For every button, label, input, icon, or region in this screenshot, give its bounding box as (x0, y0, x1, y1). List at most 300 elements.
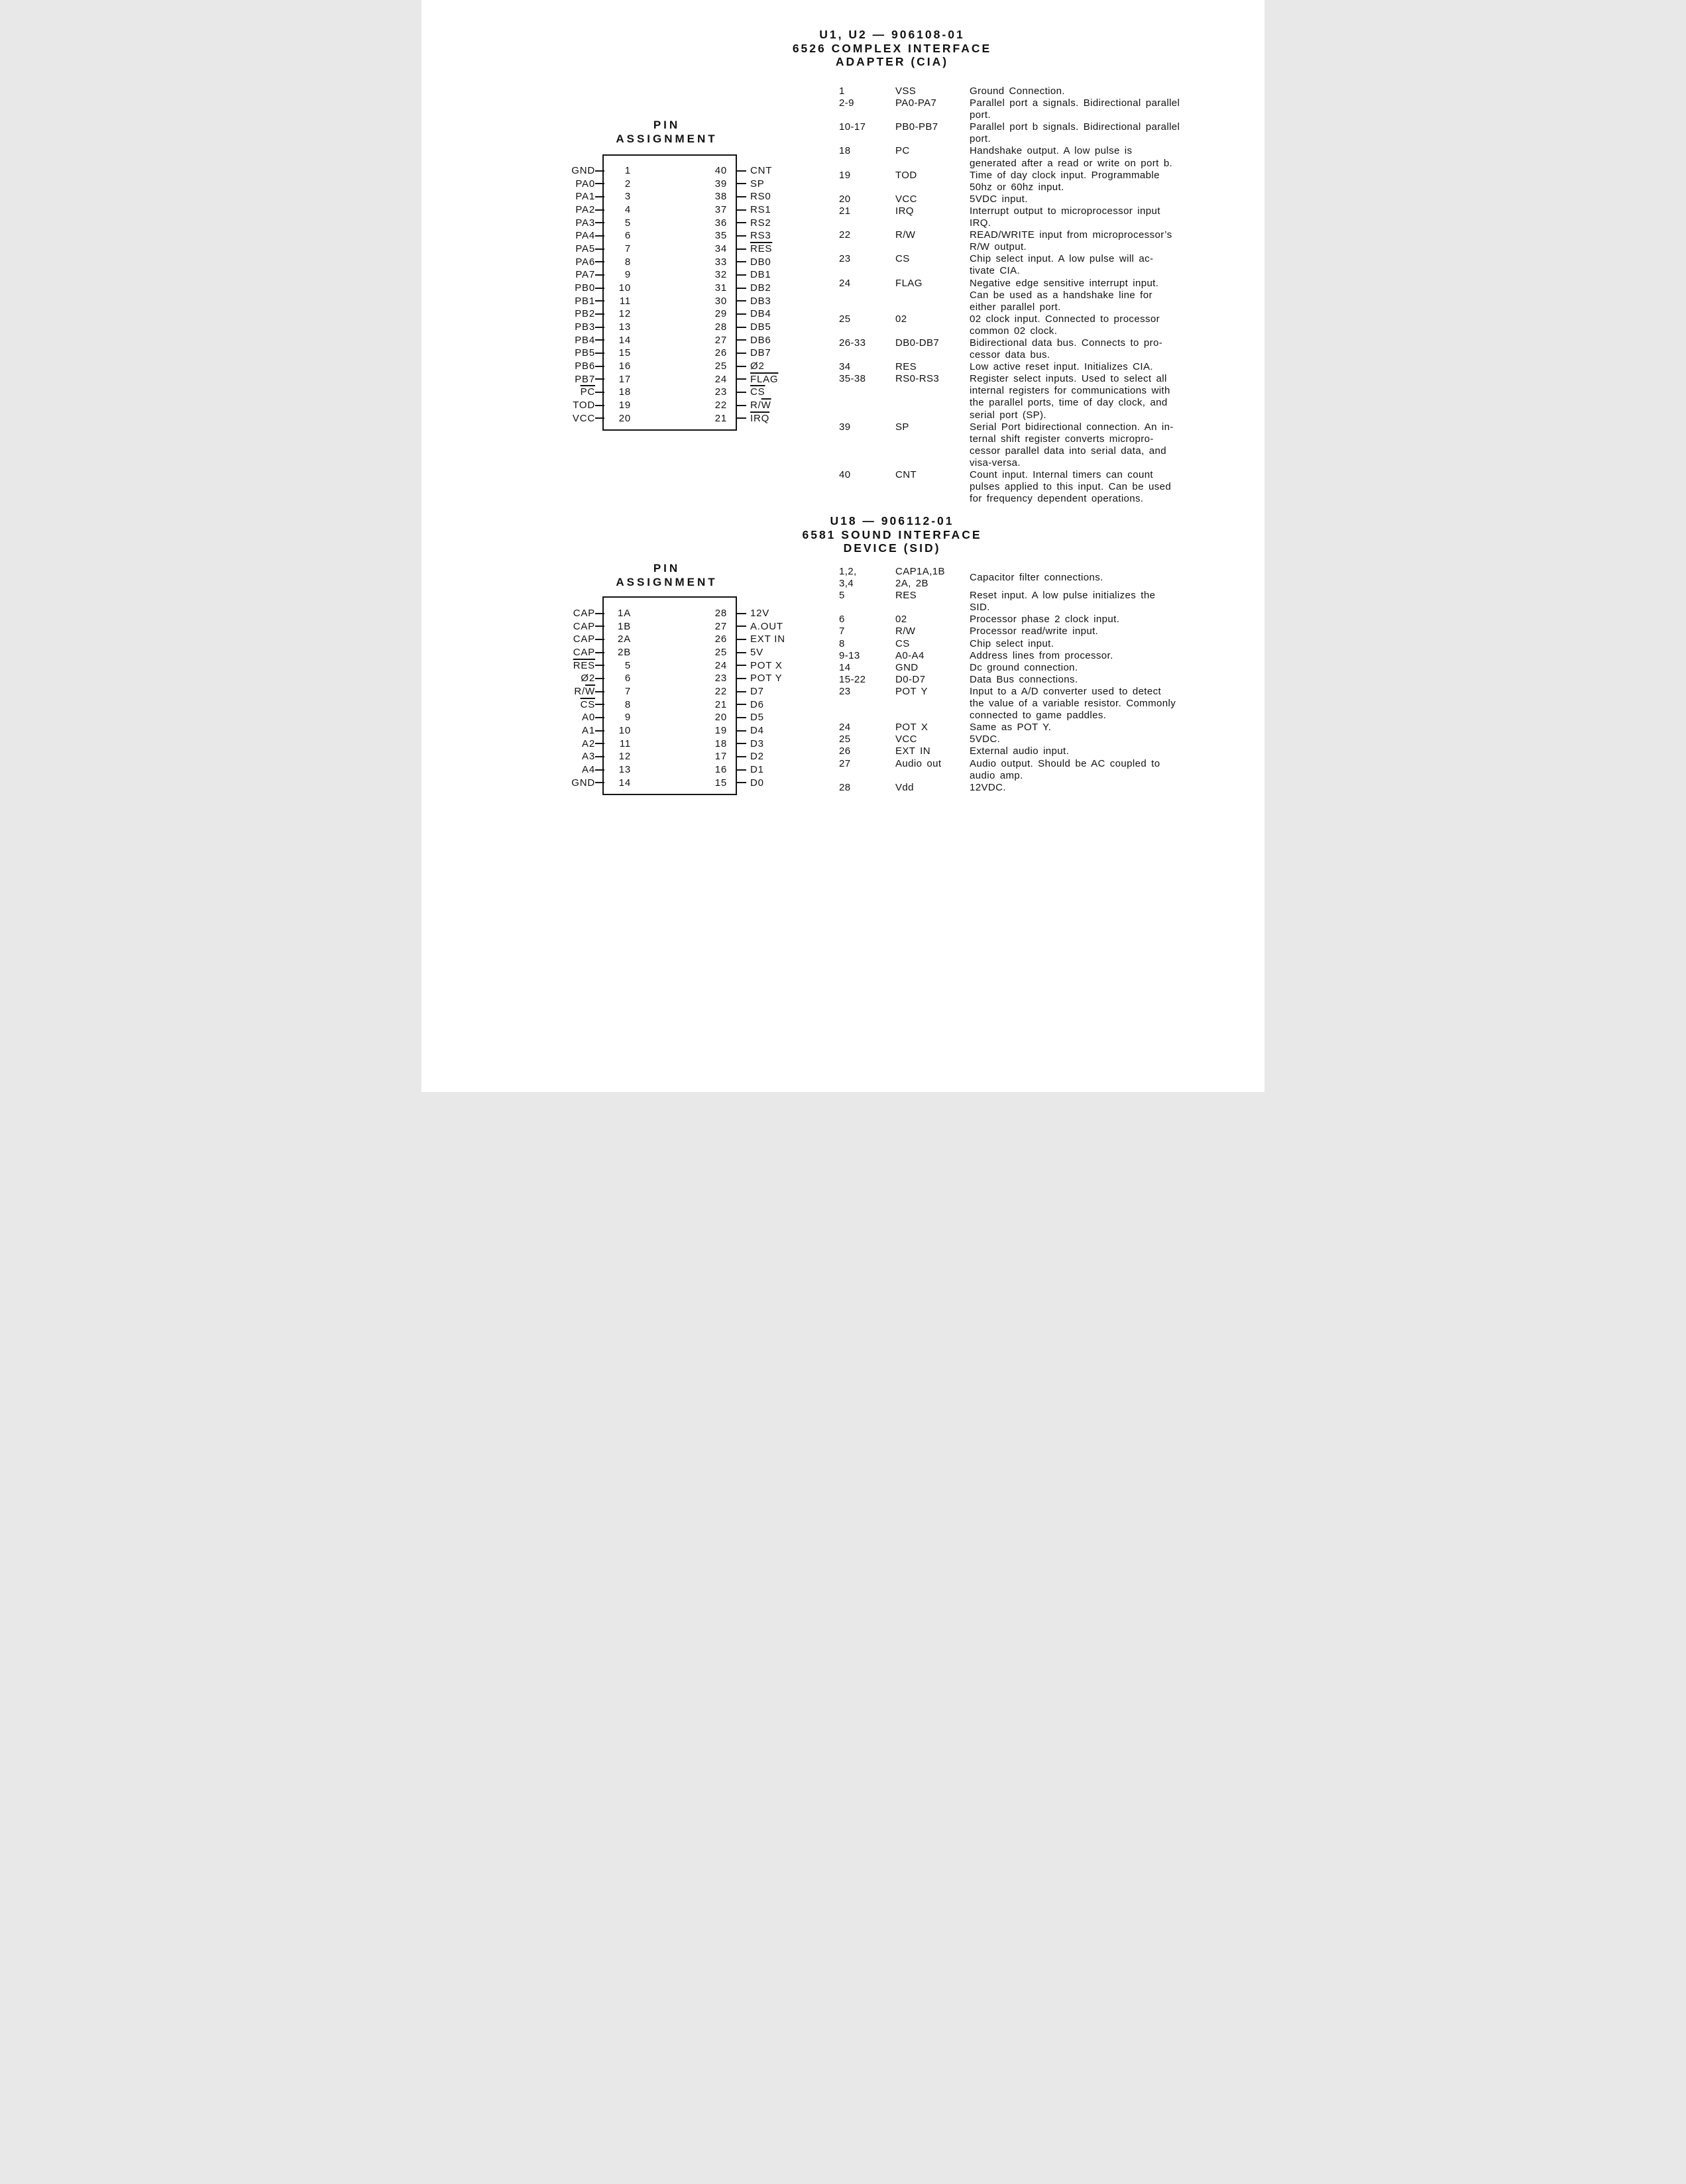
pin-description: 5VDC input. (970, 193, 1028, 205)
pin-label-text: PA5 (575, 243, 595, 255)
pin-label-overline-text: $\overline{CS}$ (750, 386, 765, 398)
pin-label-text: PA1 (575, 191, 595, 203)
pin-label-text: POT Y (750, 673, 783, 684)
pin-table-row (839, 97, 1246, 121)
pin-row (422, 243, 631, 256)
pin-numbers: 20 (839, 193, 851, 205)
pin-number: 30 (714, 295, 727, 307)
pin-numbers: 18 (839, 145, 851, 157)
pin-label (750, 321, 771, 333)
pin-label-text: CAP (573, 633, 595, 645)
pin-row (422, 633, 631, 646)
pin-label (750, 777, 764, 789)
pin-number: 15 (714, 777, 727, 789)
pin-label-text: A3 (582, 751, 595, 763)
pin-connector-line (737, 652, 746, 653)
pin-label-text: DB4 (750, 308, 771, 320)
pin-label (422, 608, 595, 619)
pin-label-text: D0 (750, 777, 764, 789)
pin-label (750, 751, 764, 762)
pin-number: 31 (714, 282, 727, 294)
pin-label (422, 321, 595, 333)
pin-table-row (839, 278, 1246, 313)
pin-label-text: DB6 (750, 334, 771, 346)
pin-table-row (839, 373, 1246, 421)
pin-number: 17 (714, 751, 727, 763)
pin-name: A0-A4 (895, 649, 925, 661)
pin-connector-line (737, 183, 746, 184)
pin-numbers: 2-9 (839, 97, 854, 109)
pin-label-text: DB0 (750, 256, 771, 268)
pin-label-text: D5 (750, 712, 764, 724)
cia-title-line3: ADAPTER (CIA) (835, 55, 949, 69)
pin-connector-line (595, 339, 604, 341)
pin-label-text: D6 (750, 698, 764, 710)
pin-label-text: RS0 (750, 191, 771, 203)
pin-numbers: 28 (839, 781, 851, 793)
pin-label-text: PA7 (575, 269, 595, 281)
pin-name: FLAG (895, 277, 923, 289)
pin-numbers: 25 (839, 313, 851, 325)
sid-left-pins (422, 607, 631, 789)
pin-label (422, 256, 595, 268)
pin-name: PC (895, 145, 910, 157)
pin-label (750, 413, 769, 424)
pin-label (750, 386, 765, 398)
pin-connector-line (737, 392, 746, 393)
pin-label (750, 191, 771, 202)
pin-number: 18 (618, 386, 631, 398)
pin-row (422, 229, 631, 243)
manual-page (422, 0, 1264, 1092)
pin-label-text: DB1 (750, 269, 771, 281)
pin-name: VCC (895, 193, 917, 205)
pin-label-text: DB3 (750, 295, 771, 307)
pin-number: 7 (624, 686, 631, 698)
pin-connector-line (595, 613, 604, 614)
pin-connector-line (595, 730, 604, 732)
pin-row (422, 750, 631, 763)
cia-left-pins (422, 164, 631, 425)
pin-label-text: PB5 (575, 347, 595, 359)
pin-name: RES (895, 590, 917, 602)
pin-label-text: TOD (573, 400, 595, 411)
pin-label-text: PB0 (575, 282, 595, 294)
sid-section-title (660, 514, 1124, 555)
pin-description: Serial Port bidirectional connection. An in- ternal shift register converts micropro- cessor parallel data into serial data, and visa-versa. (970, 421, 1174, 468)
pin-connector-line (595, 639, 604, 640)
pin-numbers: 27 (839, 757, 851, 769)
pin-label-text: PB3 (575, 321, 595, 333)
pin-row (422, 776, 631, 789)
pin-number: 24 (714, 659, 727, 671)
pin-description: 12VDC. (970, 781, 1006, 793)
pin-label-text: EXT IN (750, 633, 785, 645)
pin-number: 14 (618, 334, 631, 346)
pin-label (750, 400, 771, 411)
pin-description: Parallel port b signals. Bidirectional parallel port. (970, 121, 1180, 145)
pin-connector-line (737, 691, 746, 692)
pin-label (750, 374, 778, 385)
pin-number: 34 (714, 243, 727, 255)
pin-connector-line (595, 678, 604, 679)
sid-title-line3: DEVICE (SID) (843, 541, 941, 555)
pin-number: 16 (618, 360, 631, 372)
pin-numbers: 15-22 (839, 673, 866, 685)
pin-table-row (839, 421, 1246, 469)
pin-connector-line (595, 235, 604, 237)
pin-number: 35 (714, 230, 727, 242)
pin-label (422, 725, 595, 736)
pin-number: 9 (624, 269, 631, 281)
pin-number: 21 (714, 698, 727, 710)
pin-number: 5 (624, 217, 631, 229)
pin-label (422, 712, 595, 723)
pin-label-text: RS2 (750, 217, 771, 229)
pin-number: 23 (714, 673, 727, 684)
pin-description: Time of day clock input. Programmable 50hz or 60hz input. (970, 169, 1160, 193)
cia-pin-description-table (839, 85, 1246, 505)
pin-connector-line (737, 665, 746, 666)
pin-number: 21 (714, 412, 727, 424)
pin-connector-line (737, 327, 746, 328)
pin-row (422, 307, 631, 321)
pin-connector-line (595, 261, 604, 262)
pin-label-text: PA6 (575, 256, 595, 268)
pin-label (422, 413, 595, 424)
pin-numbers: 23 (839, 685, 851, 697)
pin-label (422, 308, 595, 319)
pin-label (422, 738, 595, 749)
pin-connector-line (737, 248, 746, 250)
pin-label (422, 269, 595, 280)
pin-connector-line (737, 756, 746, 757)
pin-table-row (839, 337, 1246, 361)
pin-description: Reset input. A low pulse initializes the SID. (970, 590, 1156, 614)
pin-label-text: PA0 (575, 178, 595, 190)
cia-pin-assignment-heading (587, 119, 746, 146)
pin-label (422, 686, 595, 697)
pin-label-text: GND (571, 777, 595, 789)
pin-name: CS (895, 637, 910, 649)
pin-row (422, 724, 631, 737)
pin-label-overline-text: $\overline{CS}$ (580, 698, 595, 710)
pin-table-row (839, 734, 1246, 745)
pin-numbers: 8 (839, 637, 845, 649)
pin-connector-line (737, 261, 746, 262)
pin-connector-line (595, 665, 604, 666)
pin-row (422, 190, 631, 203)
pin-label (750, 256, 771, 268)
pin-name: R/W (895, 229, 916, 241)
pin-number: 28 (714, 321, 727, 333)
pin-label-text: RS1 (750, 204, 771, 216)
pin-table-row (839, 229, 1246, 253)
pin-table-row (839, 722, 1246, 734)
pin-row (422, 360, 631, 373)
pin-connector-line (595, 652, 604, 653)
pin-table-row (839, 85, 1246, 97)
pin-numbers: 14 (839, 661, 851, 673)
pin-name: CNT (895, 469, 917, 480)
pin-label (422, 230, 595, 241)
pin-connector-line (595, 704, 604, 705)
pin-number: 26 (714, 347, 727, 359)
pin-connector-line (737, 196, 746, 197)
pin-description: 5VDC. (970, 734, 1001, 745)
pin-connector-line (737, 743, 746, 744)
pin-label (750, 738, 764, 749)
pin-label (422, 178, 595, 190)
pin-connector-line (595, 378, 604, 380)
pin-label (422, 360, 595, 372)
pin-number: 1B (618, 620, 631, 632)
pin-name: VSS (895, 85, 917, 97)
pin-label (422, 243, 595, 254)
sid-pin-assignment-heading (587, 562, 746, 589)
pin-table-row (839, 662, 1246, 674)
pin-label-text: CAP (573, 647, 595, 659)
pin-label (422, 621, 595, 632)
pin-label-text: PB2 (575, 308, 595, 320)
pin-name: Vdd (895, 781, 914, 793)
pin-label (422, 347, 595, 358)
pin-numbers: 10-17 (839, 121, 866, 133)
pin-description: Processor read/write input. (970, 626, 1099, 637)
pin-label-text: DB7 (750, 347, 771, 359)
pin-table-row (839, 614, 1246, 626)
pin-number: 25 (714, 360, 727, 372)
pin-connector-line (595, 353, 604, 354)
pin-label (422, 660, 595, 671)
pin-connector-line (737, 769, 746, 771)
pin-number: 15 (618, 347, 631, 359)
pin-connector-line (737, 717, 746, 718)
pin-label (422, 764, 595, 775)
pin-numbers: 9-13 (839, 649, 860, 661)
pin-numbers: 7 (839, 626, 845, 637)
pin-name: CS (895, 253, 910, 265)
sid-pin-description-table (839, 566, 1246, 794)
pin-number: 25 (714, 647, 727, 659)
pin-table-row (839, 638, 1246, 650)
pin-description: Handshake output. A low pulse is generated after a read or write on port b. (970, 145, 1173, 169)
pin-label-text: PB7 (575, 373, 595, 385)
pin-label-text: A0 (582, 712, 595, 724)
pin-name: D0-D7 (895, 673, 926, 685)
pin-numbers: 24 (839, 277, 851, 289)
pin-row (422, 685, 631, 698)
pin-number: 11 (619, 737, 631, 749)
pin-numbers: 39 (839, 421, 851, 433)
pin-connector-line (737, 626, 746, 627)
pin-number: 7 (624, 243, 631, 255)
pin-name: 02 (895, 614, 907, 626)
pin-connector-line (595, 392, 604, 393)
pin-description: Bidirectional data bus. Connects to pro- cessor data bus. (970, 337, 1163, 361)
pin-description: Capacitor filter connections. (970, 572, 1103, 584)
pin-label-overline-text: FLAG (750, 373, 779, 385)
pin-connector-line (595, 717, 604, 718)
pin-label-text: PB1 (575, 295, 595, 307)
pin-label (422, 374, 595, 385)
pin-row (422, 321, 631, 334)
pin-label-text: POT X (750, 659, 783, 671)
pin-numbers: 26 (839, 745, 851, 757)
pin-table-row (839, 674, 1246, 686)
pin-connector-line (595, 209, 604, 211)
pin-table-row (839, 170, 1246, 193)
pin-number: 6 (624, 673, 631, 684)
pin-table-row (839, 745, 1246, 757)
pin-number: 4 (624, 204, 631, 216)
pin-number: 10 (618, 725, 631, 737)
pin-number: 27 (714, 334, 727, 346)
pin-label (750, 764, 764, 775)
pin-number: 29 (714, 308, 727, 320)
pin-label (750, 673, 782, 684)
sid-title-line1: U18 — 906112-01 (830, 514, 954, 527)
pin-table-row (839, 253, 1246, 277)
pin-label-text: GND (571, 165, 595, 177)
pin-label (750, 178, 765, 190)
pin-connector-line (737, 366, 746, 367)
pin-row (422, 177, 631, 190)
pin-numbers: 19 (839, 169, 851, 181)
pin-label-overline-text: $\overline{W}$ (761, 400, 771, 411)
pin-number: 28 (714, 608, 727, 620)
pin-label-text: CAP (573, 620, 595, 632)
pin-label-text: A2 (582, 737, 595, 749)
pin-label (750, 347, 771, 358)
pin-table-row (839, 782, 1246, 794)
pin-label (422, 777, 595, 789)
pin-number: 39 (714, 178, 727, 190)
pin-number: 22 (714, 400, 727, 411)
pin-label-text: VCC (572, 412, 595, 424)
pin-label (750, 725, 764, 736)
pin-number: 8 (624, 698, 631, 710)
pin-label-text: PA4 (575, 230, 595, 242)
pin-connector-line (737, 782, 746, 783)
pin-connector-line (595, 691, 604, 692)
pin-description: Register select inputs. Used to select all internal registers for communications with the parallel ports, time of day clock, and serial port (SP). (970, 373, 1170, 421)
pin-table-row (839, 469, 1246, 505)
pin-label (422, 217, 595, 229)
pin-description: Chip select input. A low pulse will ac- tivate CIA. (970, 253, 1154, 277)
pin-label-text: DB5 (750, 321, 771, 333)
pin-connector-line (595, 313, 604, 315)
pin-connector-line (737, 274, 746, 276)
cia-pin-heading-line2: ASSIGNMENT (616, 132, 718, 145)
pin-name: Audio out (895, 757, 942, 769)
pin-name: GND (895, 661, 919, 673)
pin-numbers: 23 (839, 253, 851, 265)
pin-numbers: 21 (839, 205, 851, 217)
pin-row (422, 386, 631, 399)
pin-label-text: PA2 (575, 204, 595, 216)
pin-label-text: CNT (750, 165, 773, 177)
pin-numbers: 6 (839, 614, 845, 626)
pin-label-text: SP (750, 178, 765, 190)
pin-number: 13 (618, 321, 631, 333)
pin-label-text: R/ (574, 686, 586, 698)
sid-title-line2: 6581 SOUND INTERFACE (802, 527, 982, 541)
pin-numbers: 26-33 (839, 337, 866, 349)
cia-pin-heading-line1: PIN (653, 119, 681, 131)
pin-description: Dc ground connection. (970, 661, 1078, 673)
sid-pin-heading-line1: PIN (653, 562, 681, 574)
pin-label (750, 335, 771, 346)
pin-connector-line (737, 288, 746, 289)
pin-label (422, 165, 595, 176)
pin-connector-line (737, 353, 746, 354)
pin-description: Parallel port a signals. Bidirectional parallel port. (970, 97, 1180, 121)
pin-label (750, 204, 771, 215)
pin-table-row (839, 686, 1246, 722)
pin-table-row (839, 193, 1246, 205)
pin-label-text: 5V (750, 647, 763, 659)
pin-numbers: 24 (839, 722, 851, 734)
pin-label-text: RS3 (750, 230, 771, 242)
pin-name: 02 (895, 313, 907, 325)
pin-name: PB0-PB7 (895, 121, 938, 133)
pin-row (422, 698, 631, 711)
pin-name: DB0-DB7 (895, 337, 940, 349)
pin-label-text: Ø2 (750, 360, 765, 372)
pin-row (422, 607, 631, 620)
pin-connector-line (737, 339, 746, 341)
pin-connector-line (595, 327, 604, 328)
pin-table-row (839, 361, 1246, 373)
pin-row (422, 255, 631, 268)
pin-name: EXT IN (895, 745, 930, 757)
pin-description: Low active reset input. Initializes CIA. (970, 361, 1153, 373)
pin-number: 19 (618, 400, 631, 411)
pin-number: 38 (714, 191, 727, 203)
pin-label (750, 660, 783, 671)
pin-numbers: 22 (839, 229, 851, 241)
pin-label-text: A4 (582, 764, 595, 776)
pin-label-overline-text: $\overline{PC}$ (580, 386, 595, 398)
cia-section-title (660, 28, 1124, 69)
pin-connector-line (595, 288, 604, 289)
pin-number: 2B (618, 647, 631, 659)
pin-label (750, 608, 769, 619)
pin-row (422, 203, 631, 217)
pin-connector-line (595, 405, 604, 406)
pin-label-text: DB2 (750, 282, 771, 294)
pin-numbers: 34 (839, 361, 851, 373)
pin-connector-line (737, 704, 746, 705)
sid-pin-heading-line2: ASSIGNMENT (616, 575, 718, 588)
pin-label-text: R/ (750, 400, 761, 411)
pin-numbers: 25 (839, 734, 851, 745)
pin-connector-line (737, 405, 746, 406)
pin-description: 02 clock input. Connected to processor common 02 clock. (970, 313, 1160, 337)
pin-number: 14 (618, 777, 631, 789)
pin-name: R/W (895, 626, 916, 637)
pin-numbers: 35-38 (839, 373, 866, 385)
pin-number: 19 (714, 725, 727, 737)
pin-row (422, 294, 631, 307)
pin-label (422, 699, 595, 710)
pin-name: SP (895, 421, 909, 433)
pin-row (422, 333, 631, 347)
pin-label (750, 165, 772, 176)
pin-name: IRQ (895, 205, 914, 217)
pin-number: 33 (714, 256, 727, 268)
